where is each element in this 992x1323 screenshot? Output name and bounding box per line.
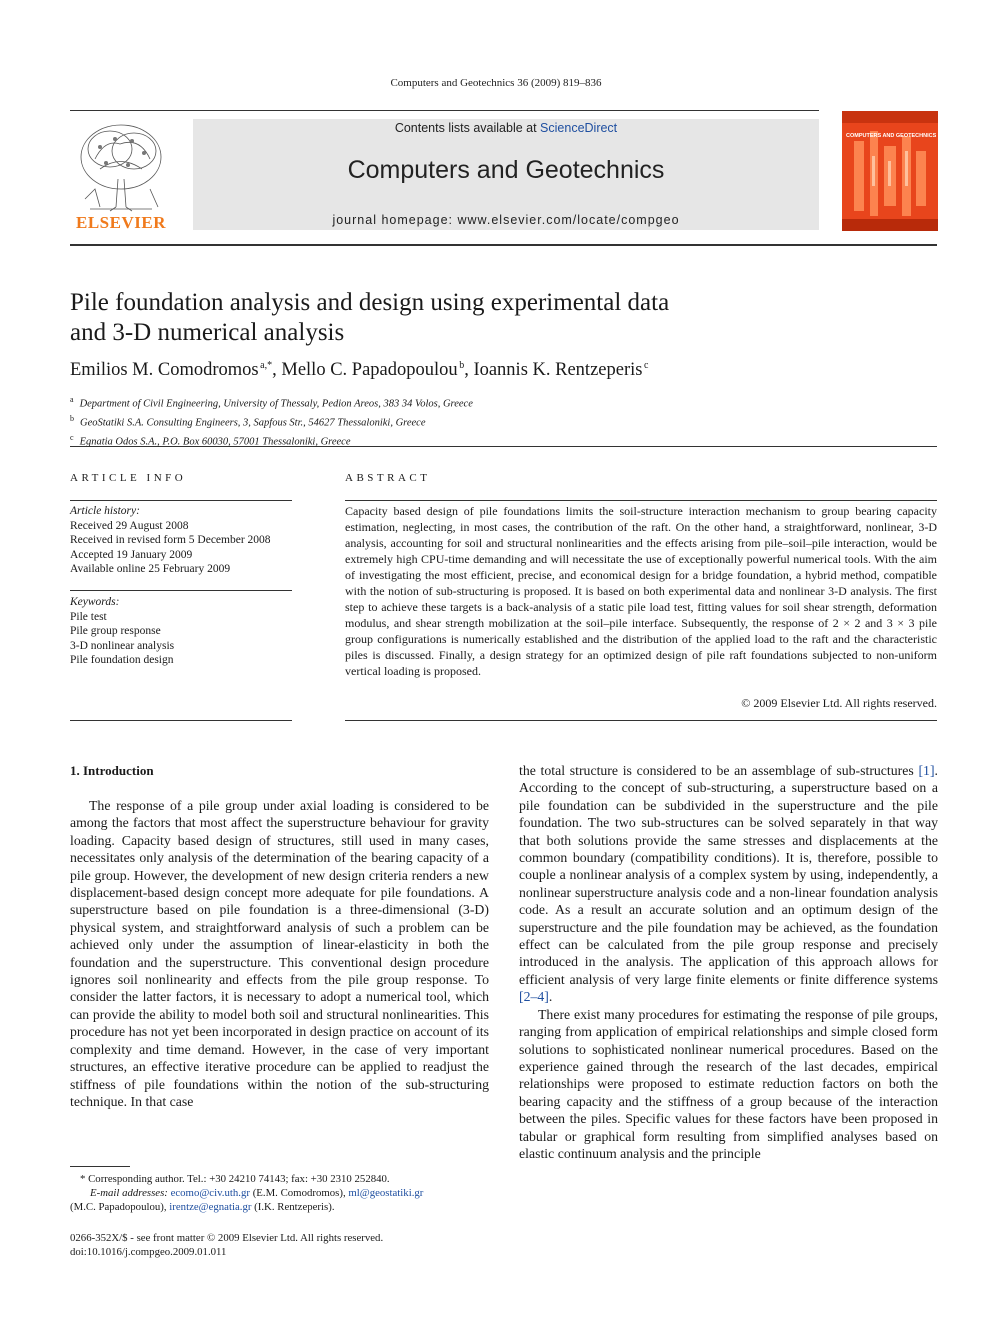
keyword-item: Pile foundation design [70,654,174,666]
article-info-rule [70,500,292,501]
journal-citation: Computers and Geotechnics 36 (2009) 819–836 [390,77,602,89]
paper-title-line2: and 3-D numerical analysis [70,319,345,346]
email-addresses-cont [70,1200,490,1214]
author-name: Mello C. Papadopoulou [281,360,458,381]
elsevier-wordmark: ELSEVIER [76,213,166,232]
author-list: Emilios M. Comodromos $^{a,*}$, Mello C. Papadopoulou $^b$, Ioannis K. Rentzeperis $^c$ [70,360,649,381]
issn-line: 0266-352X/$ - see front matter © 2009 Elsevier Ltd. All rights reserved. [70,1232,384,1244]
author-affiliation-marker: a,* [260,360,273,371]
reference-link[interactable]: [1] [918,763,935,778]
paragraph-text: . [548,989,553,1005]
paragraph-text: the total structure is considered to be an assemblage of sub-structures [519,763,919,778]
sciencedirect-link[interactable]: ScienceDirect [540,121,618,135]
email-link[interactable]: irentze@egnatia.gr [169,1201,252,1213]
abstract-copyright: © 2009 Elsevier Ltd. All rights reserved. [741,696,937,710]
journal-title: Computers and Geotechnics [347,156,665,184]
history-item: Received 29 August 2008 [70,519,189,532]
journal-homepage[interactable]: journal homepage: www.elsevier.com/locate/compgeo [332,213,680,227]
contents-prefix: Contents lists available at [394,121,541,135]
keywords [70,595,295,668]
email-link[interactable]: ecomo@civ.uth.gr [170,1187,250,1199]
article-info-bottom-rule [70,720,292,721]
affiliation-marker: b [70,414,74,423]
journal-cover-image [842,111,938,231]
affiliation-item [70,393,870,412]
body-column-left [70,797,489,1110]
article-info-heading: ARTICLE INFO [70,472,187,484]
affiliation-marker: c [70,433,74,442]
affiliations [70,393,870,450]
abstract-bottom-rule [345,720,937,721]
cover-title: COMPUTERS AND GEOTECHNICS [846,133,936,139]
corresponding-author-note: * Corresponding author. Tel.: +30 24210 74143; fax: +30 2310 252840. [80,1173,390,1185]
paper-title [70,288,770,348]
contents-line [193,121,819,135]
keywords-rule [70,590,292,591]
affiliation-marker: a [70,395,74,404]
affiliation-text: GeoStatiki S.A. Consulting Engineers, 3, Sapfous Str., 54627 Thessaloniki, Greece [80,417,426,429]
author-affiliation-marker: c [644,360,649,371]
paper-title-line1: Pile foundation analysis and design using experimental data [70,289,670,316]
footnotes [70,1172,490,1214]
introduction-heading: 1. Introduction [70,763,154,778]
body-paragraph: The response of a pile group under axial loading is considered to be among the factors that most affect the superstructure behaviour for gravity loading. Capacity based design of structures, still used in many cases, necessitates only analysis of the determination of the bearing capacity of a pile group. However, the development of new design criteria renders a new displacement-based design concept more adequate for pile foundations. A superstructure based on pile foundation is a three-dimensional (3-D) physical system, and straightforward analysis of such a problem can be achieved only under the assumption of linear-elasticity in both the foundation and the superstructure. This conventional design procedure ignores soil nonlinearity and effects from the pile group response. To consider the latter factors, it is necessary to adopt a numerical tool, which can provide the ability to model both soil and structural nonlinearities. This procedure has not yet been incorporated in design practice on account of its complexity and time demand. However, in the case of very important structures, an effective iterative procedure can be applied to readjust the stiffness of pile foundations within the notion of the sub-structuring technique. In that case [70,798,489,1109]
abstract-text: Capacity based design of pile foundations limits the soil-structure interaction mechanism to group bearing capacity estimation, neglecting, in most cases, the contribution of the raft. On the other hand, a straightforward, nonlinear, 3-D analysis, accounting for soil and structural nonlinearities and the effects arising from pile–soil–pile interaction, would be extremely high CPU-time demanding and will necessitate the use of exceptionally powerful numerical tools. With the aim of investigating the most efficient, precise, and economical design for a bridge foundation, a hybrid method, compatible with the notion of sub-structuring is proposed. It is based on both experimental data and nonlinear 3-D analysis. The first step to achieve these targets is a back-analysis of a static pile load test, fitting values for soil shear strength, deformation modulus, and shear strength mobilization at the soil–pile interface. Subsequently, the response of 2 × 2 and 3 × 3 pile group configurations is numerically established and the distribution of the applied load to the raft and the characteristic piles is discussed. Finally, a design strategy for an optimized design of pile raft foundations subjected to non-uniform vertical loading is proposed. [345,504,937,678]
author-name: Emilios M. Comodromos [70,360,259,381]
article-history [70,504,295,577]
email-link[interactable]: ml@geostatiki.gr [348,1187,424,1199]
author-name: Ioannis K. Rentzeperis [473,360,643,381]
history-item: Received in revised form 5 December 2008 [70,534,271,546]
header-bottom-rule [70,244,937,246]
affiliation-item [70,412,870,431]
body-paragraph: There exist many procedures for estimating the response of pile groups, ranging from application of empirical relationships and simple closed form solutions to sophisticated nonlinear numerical procedures. Based on the experience gained through the research of the last decades, empirical relationships were proposed to estimate reduction factors on both the bearing capacity and the stiffness of a group because of the interaction between the piles. Specific values for these factors have been proposed in tabular or graphical form resulting from simplified analyses based on elastic continuum analysis and the principle [519,1006,938,1161]
email-addresses [70,1186,490,1200]
affiliation-item [70,431,870,450]
history-label: Article history: [70,505,140,517]
keyword-item: 3-D nonlinear analysis [70,639,175,652]
email-owner: (M.C. Papadopoulou), [70,1201,167,1213]
author-affiliation-marker: b [459,360,465,371]
abstract-rule [345,500,937,501]
affiliation-text: Egnatia Odos S.A., P.O. Box 60030, 57001 Thessaloniki, Greece [79,436,351,448]
keyword-item: Pile group response [70,625,161,637]
email-owner: (E.M. Comodromos), [252,1187,346,1199]
email-label: E-mail addresses: [90,1187,168,1199]
history-item: Available online 25 February 2009 [70,563,231,575]
body-paragraph [519,762,938,1006]
paragraph-text: . According to the concept of sub-structuring, a superstructure based on a pile foundation can be subdivided in the superstructure and the pile foundation. The two sub-structures can be solved separately in that way that both solutions provide the same stresses and displacements at the common boundary (compatibility conditions). It is, therefore, possible to couple a nonlinear analysis of a complex system by using, independently, a nonlinear superstructure analysis code and a non-linear foundation analysis code. As a result an accurate solution and an optimum design of the superstructure and the pile foundation may be achieved, as the foundation effect can be calculated from the pile group response and precisely introduced in the analysis. The application of this approach allows for efficient analysis of very large finite elements or finite difference systems [519,763,938,987]
keyword-item: Pile test [70,610,107,623]
issn-block [70,1231,490,1259]
affiliation-text: Department of Civil Engineering, University of Thessaly, Pedion Areos, 383 34 Volos, Greece [79,398,473,410]
footnote-rule [70,1166,130,1167]
header-top-rule [70,110,819,111]
email-owner: (I.K. Rentzeperis). [254,1201,335,1213]
keywords-label: Keywords: [70,596,120,608]
history-item: Accepted 19 January 2009 [70,548,193,561]
doi-line[interactable]: doi:10.1016/j.compgeo.2009.01.011 [70,1246,227,1258]
abstract-heading: ABSTRACT [345,472,431,484]
affiliation-rule [70,446,937,447]
reference-link[interactable]: [2–4] [519,989,549,1005]
body-column-right [519,762,938,1162]
